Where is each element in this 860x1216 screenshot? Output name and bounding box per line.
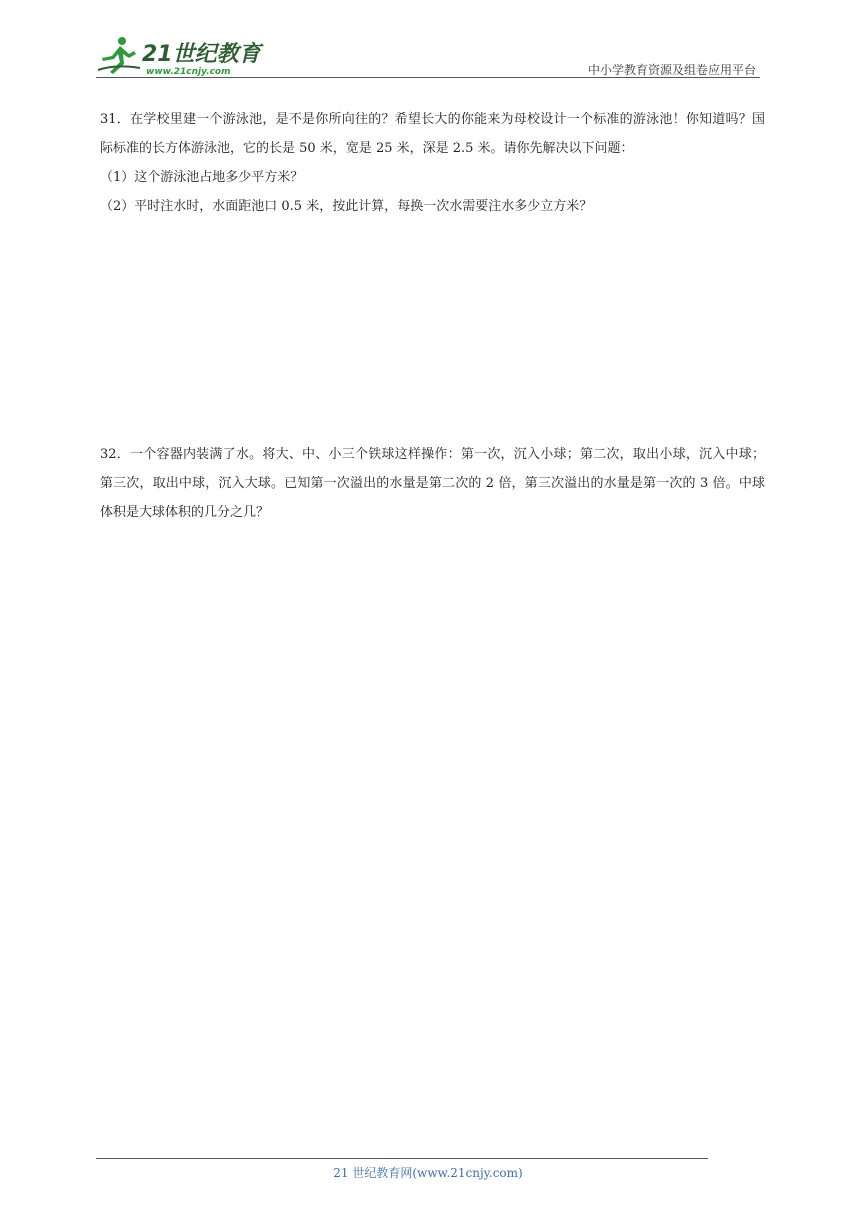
page-footer: 21 世纪教育网(www.21cnjy.com) <box>333 1166 523 1180</box>
question-31-sub-2: （2）平时注水时，水面距池口 0.5 米，按此计算，每换一次水需要注水多少立方米？ <box>100 199 593 214</box>
logo-url: www.21cnjy.com <box>146 67 231 77</box>
page-header <box>96 34 760 78</box>
question-31 <box>100 105 765 221</box>
platform-name: 中小学教育资源及组卷应用平台 <box>587 63 756 77</box>
runner-icon <box>98 37 140 74</box>
logo-text: 21世纪教育 <box>142 42 261 67</box>
question-32 <box>100 440 765 527</box>
question-31-text: 31．在学校里建一个游泳池，是不是你所向往的？希望长大的你能来为母校设计一个标准的游泳池！你知道吗？国际标准的长方体游泳池，它的长是 50 米，宽是 25 米，深是 2.5 米。请你先解决以下问题： <box>100 112 765 156</box>
site-logo <box>96 34 266 78</box>
question-32-text: 32．一个容器内装满了水。将大、中、小三个铁球这样操作：第一次，沉入小球；第二次，取出小球，沉入中球；第三次，取出中球，沉入大球。已知第一次溢出的水量是第二次的 2 倍，第三次溢出的水量是第一次的 3 倍。中球体积是大球体积的几分之几？ <box>100 447 765 520</box>
footer-divider <box>96 1158 708 1159</box>
question-31-sub-1: （1）这个游泳池占地多少平方米？ <box>100 170 304 185</box>
header-divider <box>96 77 760 78</box>
